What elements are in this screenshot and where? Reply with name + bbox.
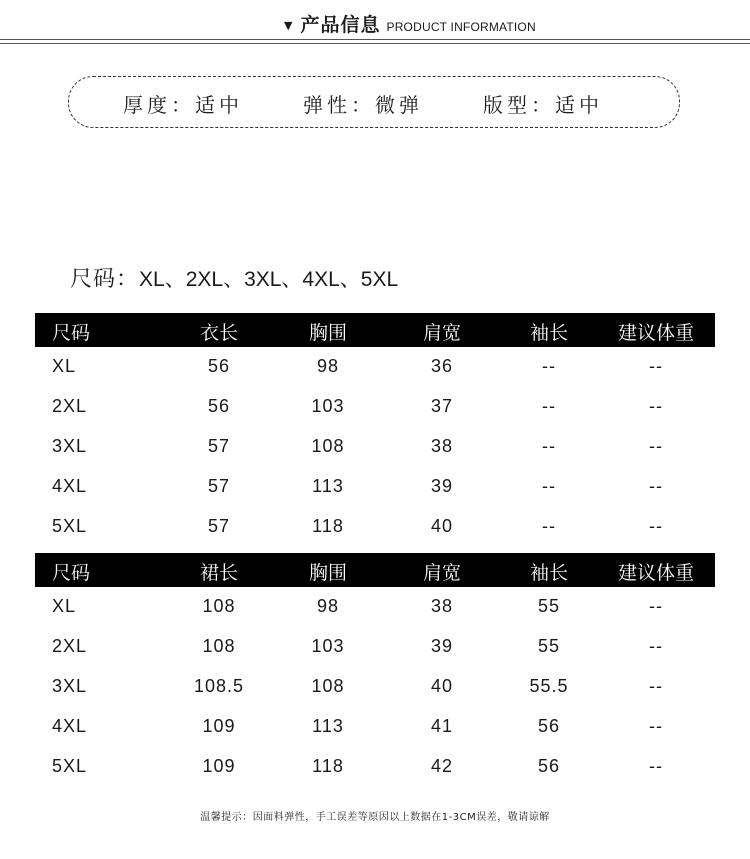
available-sizes: [70, 262, 398, 293]
table-cell: 98: [316, 356, 340, 376]
table-cell: 42: [430, 756, 454, 776]
table-cell: --: [649, 756, 663, 776]
table-cell: --: [649, 356, 663, 376]
header-cell: 袖长: [529, 562, 568, 584]
table-cell: 56: [207, 396, 231, 416]
elasticity-info: 弹性：微弹: [303, 93, 423, 117]
section-title: [284, 10, 536, 37]
table-cell: --: [649, 476, 663, 496]
table-cell: --: [649, 516, 663, 536]
header-cell: 衣长: [199, 322, 238, 344]
size-cell: 5XL: [52, 516, 88, 536]
table-cell: --: [542, 396, 556, 416]
table-cell: --: [542, 436, 556, 456]
header-cell: 建议体重: [617, 562, 694, 584]
table-cell: 108.5: [193, 676, 245, 696]
table-cell: 39: [430, 636, 454, 656]
table-cell: 118: [312, 516, 344, 536]
header-cell: 袖长: [529, 322, 568, 344]
table-cell: 55: [537, 596, 561, 616]
table-cell: 108: [311, 436, 345, 456]
header-cell: 建议体重: [617, 322, 694, 344]
header-divider-bottom: [0, 43, 750, 44]
header-cell: 尺码: [52, 562, 91, 584]
table-row: [35, 427, 715, 467]
table-cell: 103: [311, 636, 345, 656]
header-cell: 裙长: [199, 562, 238, 584]
sizes-label: 尺码：: [70, 267, 140, 292]
table-cell: --: [649, 716, 663, 736]
dress-size-table: [35, 553, 715, 787]
table-cell: 38: [430, 596, 454, 616]
table-cell: 98: [316, 596, 340, 616]
table-cell: 57: [207, 516, 231, 536]
table-cell: 108: [202, 596, 236, 616]
title-chinese: 产品信息: [300, 14, 381, 36]
size-cell: 2XL: [52, 636, 88, 656]
table-row: [35, 587, 715, 627]
table-header: [35, 553, 715, 587]
size-cell: 5XL: [52, 756, 88, 776]
table-cell: 40: [430, 516, 454, 536]
header-cell: 肩宽: [422, 322, 461, 344]
table-header: [35, 313, 715, 347]
title-english: PRODUCT INFORMATION: [386, 20, 536, 34]
size-cell: XL: [52, 356, 77, 376]
table-cell: --: [542, 476, 556, 496]
table-cell: --: [542, 356, 556, 376]
table-cell: 37: [430, 396, 454, 416]
table-cell: 55.5: [529, 676, 569, 696]
table-row: [35, 747, 715, 787]
table-cell: 109: [202, 756, 236, 776]
fit-info: 版型：适中: [483, 93, 603, 117]
table-row: [35, 707, 715, 747]
table-cell: --: [649, 636, 663, 656]
table-row: [35, 507, 715, 547]
table-row: [35, 667, 715, 707]
table-cell: 56: [537, 756, 561, 776]
table-cell: 57: [207, 436, 231, 456]
sizes-values: XL、2XL、3XL、4XL、5XL: [139, 268, 399, 291]
table-cell: 108: [202, 636, 236, 656]
table-cell: 55: [537, 636, 561, 656]
table-cell: 118: [312, 756, 344, 776]
top-size-table: [35, 313, 715, 547]
table-cell: 103: [311, 396, 345, 416]
header-cell: 尺码: [52, 322, 91, 344]
table-row: [35, 627, 715, 667]
size-cell: 2XL: [52, 396, 88, 416]
table-cell: 109: [202, 716, 236, 736]
header-divider-top: [0, 39, 750, 40]
measurement-note: 温馨提示：因面料弹性，手工误差等原因以上数据在1-3CM误差，敬请谅解: [200, 812, 550, 823]
table-cell: 40: [430, 676, 454, 696]
header-cell: 胸围: [308, 562, 347, 584]
table-cell: --: [542, 516, 556, 536]
fabric-info-box: [68, 76, 680, 128]
triangle-down-icon: ▼: [284, 19, 293, 32]
size-cell: 4XL: [52, 476, 88, 496]
table-cell: --: [649, 436, 663, 456]
table-cell: 108: [311, 676, 345, 696]
header-cell: 肩宽: [422, 562, 461, 584]
table-cell: 56: [537, 716, 561, 736]
size-cell: 4XL: [52, 716, 88, 736]
table-cell: 57: [207, 476, 231, 496]
table-row: [35, 467, 715, 507]
size-cell: 3XL: [52, 436, 88, 456]
table-cell: --: [649, 596, 663, 616]
section-header: [0, 6, 750, 50]
table-cell: 113: [312, 476, 344, 496]
table-cell: 56: [207, 356, 231, 376]
table-cell: 39: [430, 476, 454, 496]
table-row: [35, 347, 715, 387]
table-cell: 41: [430, 716, 454, 736]
table-cell: --: [649, 396, 663, 416]
size-cell: XL: [52, 596, 77, 616]
table-cell: 113: [312, 716, 344, 736]
table-cell: 38: [430, 436, 454, 456]
thickness-info: 厚度：适中: [123, 93, 243, 117]
table-cell: --: [649, 676, 663, 696]
header-cell: 胸围: [308, 322, 347, 344]
size-cell: 3XL: [52, 676, 88, 696]
table-cell: 36: [430, 356, 454, 376]
table-row: [35, 387, 715, 427]
